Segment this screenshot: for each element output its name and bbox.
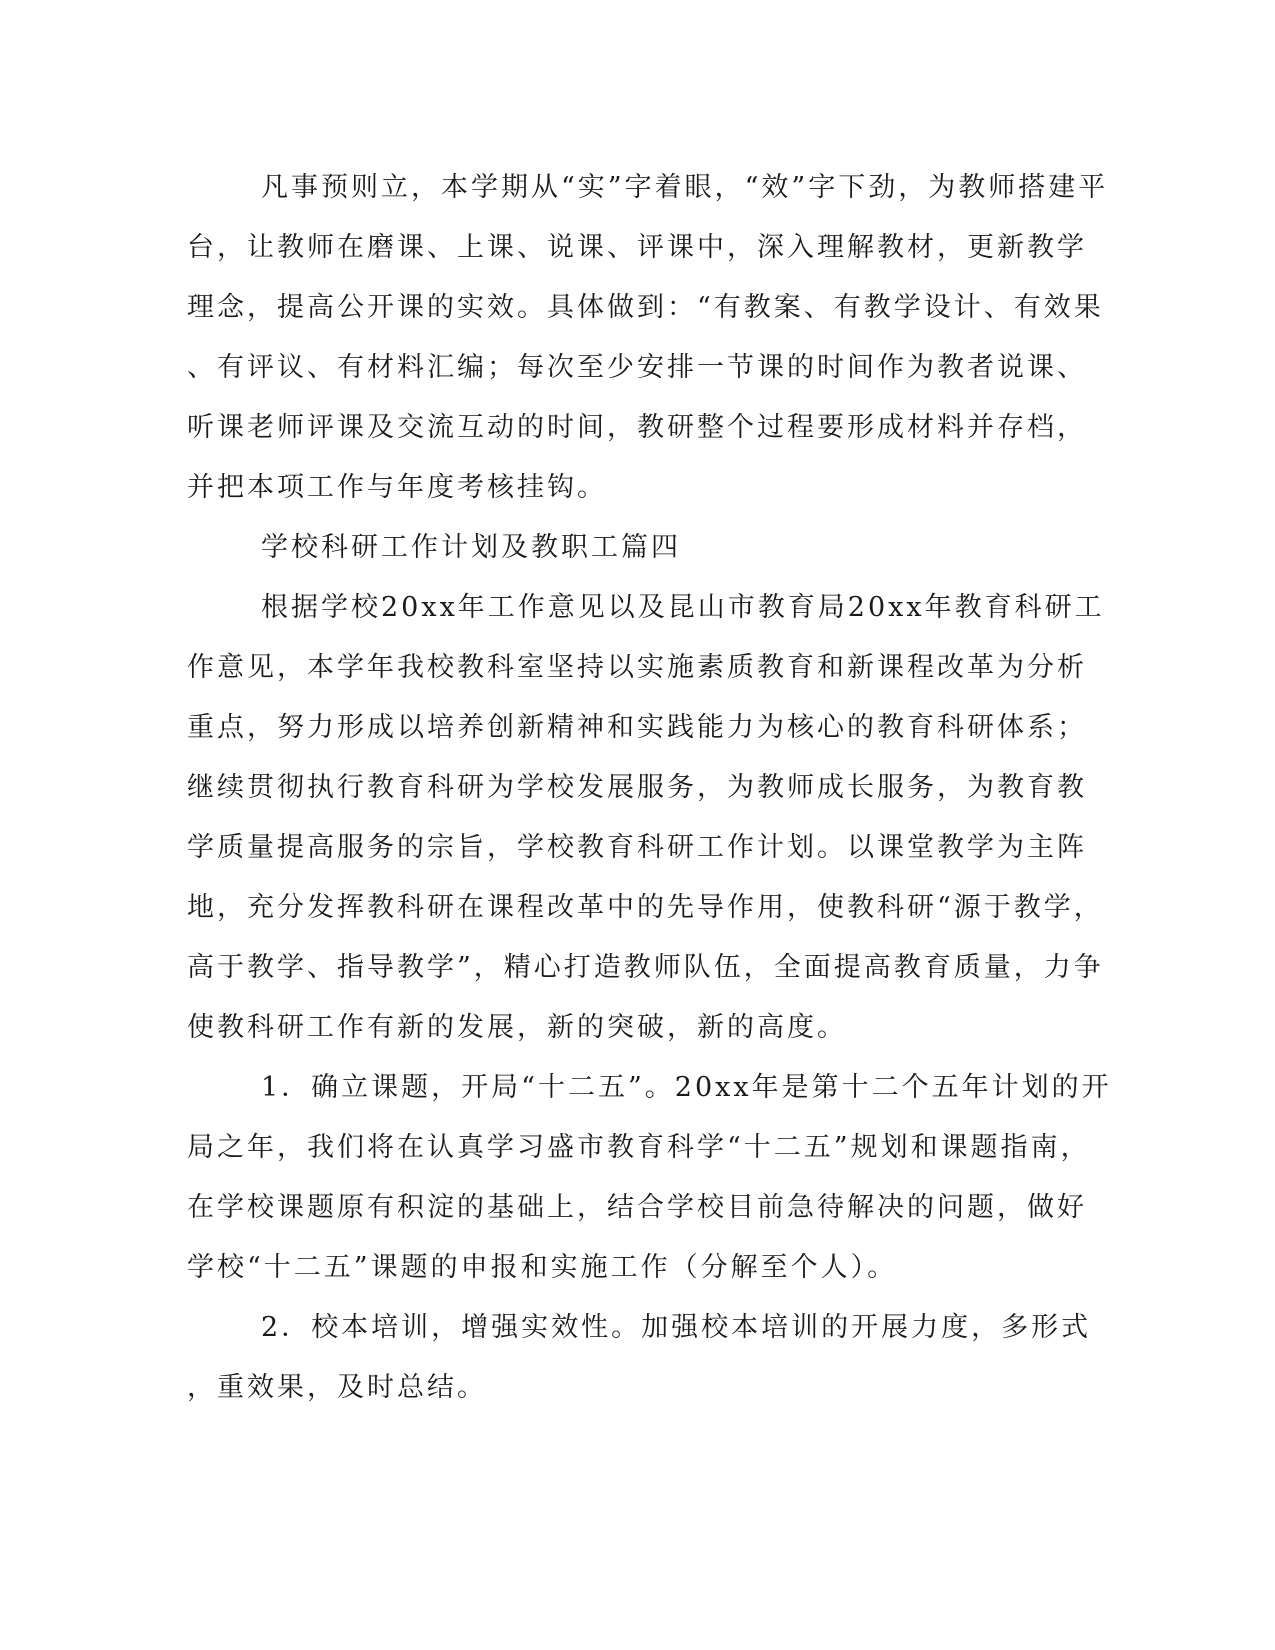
paragraph-line: 使教科研工作有新的发展，新的突破，新的高度。 — [187, 1012, 847, 1043]
paragraph-line: 、有评议、有材料汇编；每次至少安排一节课的时间作为教者说课、 — [187, 352, 1087, 383]
paragraph-line: 并把本项工作与年度考核挂钩。 — [187, 472, 607, 503]
list-item-line: 学校“十二五”课题的申报和实施工作（分解至个人）。 — [187, 1252, 898, 1283]
document-body — [187, 158, 1112, 1418]
paragraph-line: 继续贯彻执行教育科研为学校发展服务，为教师成长服务，为教育教 — [187, 772, 1087, 803]
list-item-line: 1．确立课题，开局“十二五”。20xx年是第十二个五年计划的开 — [261, 1072, 1112, 1103]
paragraph-line: 作意见，本学年我校教科室坚持以实施素质教育和新课程改革为分析 — [187, 652, 1087, 683]
paragraph-line: 凡事预则立，本学期从“实”字着眼，“效”字下劲，为教师搭建平 — [261, 172, 1109, 203]
list-item-line: 在学校课题原有积淀的基础上，结合学校目前急待解决的问题，做好 — [187, 1192, 1087, 1223]
paragraph-line: 听课老师评课及交流互动的时间，教研整个过程要形成材料并存档， — [187, 412, 1087, 443]
paragraph-line: 学质量提高服务的宗旨，学校教育科研工作计划。以课堂教学为主阵 — [187, 832, 1087, 863]
list-item-line: 局之年，我们将在认真学习盛市教育科学“十二五”规划和课题指南， — [187, 1132, 1091, 1163]
list-item-line: 2．校本培训，增强实效性。加强校本培训的开展力度，多形式 — [261, 1312, 1092, 1343]
section-heading: 学校科研工作计划及教职工篇四 — [261, 532, 681, 563]
list-item-line: ，重效果，及时总结。 — [187, 1372, 487, 1403]
paragraph-line: 高于教学、指导教学”，精心打造教师队伍，全面提高教育质量，力争 — [187, 952, 1104, 983]
paragraph-line: 重点，努力形成以培养创新精神和实践能力为核心的教育科研体系； — [187, 712, 1087, 743]
paragraph-line: 地，充分发挥教科研在课程改革中的先导作用，使教科研“源于教学， — [187, 892, 1104, 923]
paragraph-line: 台，让教师在磨课、上课、说课、评课中，深入理解教材，更新教学 — [187, 232, 1087, 263]
paragraph-line: 根据学校20xx年工作意见以及昆山市教育局20xx年教育科研工 — [261, 592, 1105, 623]
paragraph-line: 理念，提高公开课的实效。具体做到：“有教案、有教学设计、有效果 — [187, 292, 1104, 323]
